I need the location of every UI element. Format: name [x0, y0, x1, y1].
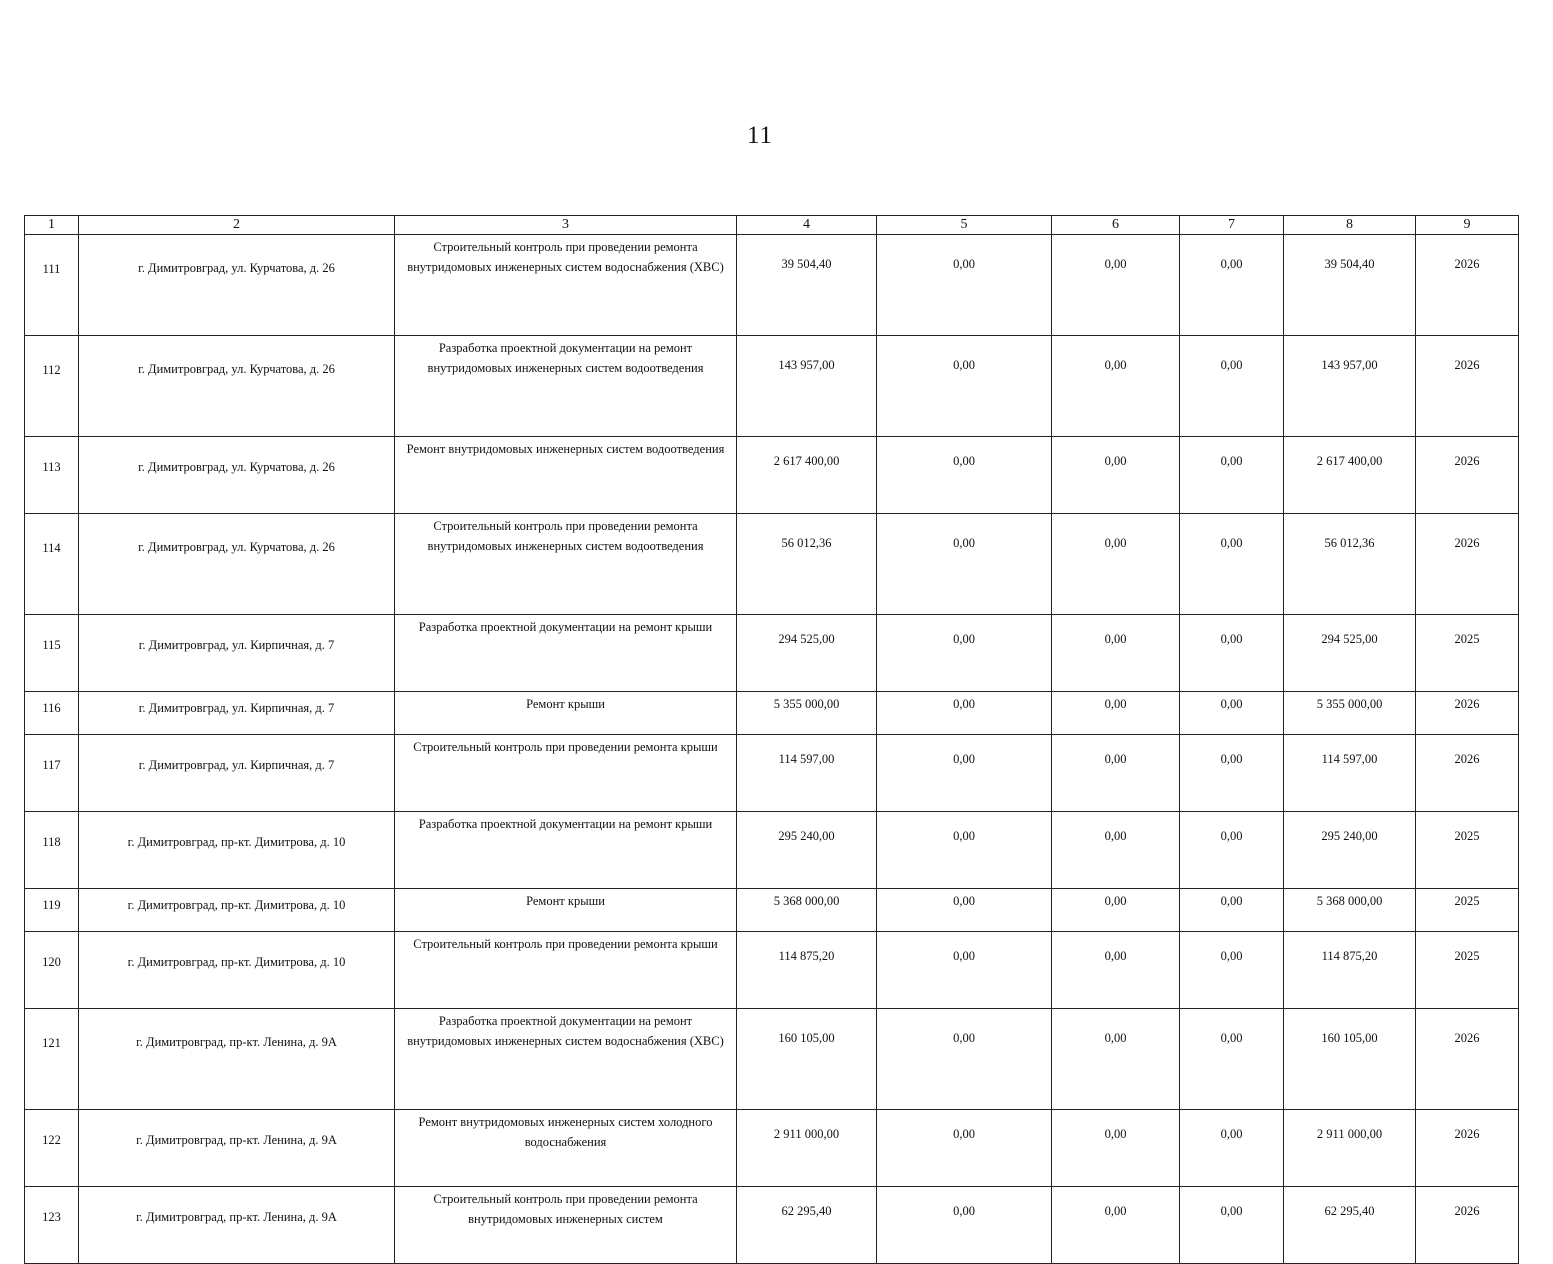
row-work: Разработка проектной документации на ремонт внутридомовых инженерных систем водоотведения: [395, 336, 737, 437]
row-col5: 0,00: [877, 1110, 1052, 1187]
row-col7: 0,00: [1180, 437, 1284, 514]
row-address: г. Димитровград, пр-кт. Ленина, д. 9А: [79, 1009, 395, 1110]
table-row: [25, 437, 1519, 514]
row-col7: 0,00: [1180, 1187, 1284, 1264]
row-number: 118: [25, 812, 79, 889]
row-number: 117: [25, 735, 79, 812]
works-table: [24, 215, 1519, 1264]
table-row: [25, 812, 1519, 889]
row-work: Строительный контроль при проведении ремонта крыши: [395, 932, 737, 1009]
row-col5: 0,00: [877, 615, 1052, 692]
row-col8: 143 957,00: [1284, 336, 1416, 437]
table-row: [25, 615, 1519, 692]
row-year: 2026: [1416, 1110, 1519, 1187]
row-number: 111: [25, 235, 79, 336]
row-work: Ремонт крыши: [395, 692, 737, 735]
row-number: 116: [25, 692, 79, 735]
table-row: [25, 1110, 1519, 1187]
row-year: 2026: [1416, 1187, 1519, 1264]
row-col4: 143 957,00: [737, 336, 877, 437]
row-col8: 5 355 000,00: [1284, 692, 1416, 735]
row-col5: 0,00: [877, 514, 1052, 615]
row-work: Ремонт внутридомовых инженерных систем водоотведения: [395, 437, 737, 514]
row-year: 2025: [1416, 812, 1519, 889]
row-col7: 0,00: [1180, 1009, 1284, 1110]
column-header: 5: [877, 216, 1052, 235]
row-col4: 294 525,00: [737, 615, 877, 692]
row-address: г. Димитровград, ул. Кирпичная, д. 7: [79, 735, 395, 812]
row-address: г. Димитровград, ул. Курчатова, д. 26: [79, 235, 395, 336]
row-col7: 0,00: [1180, 889, 1284, 932]
row-col8: 56 012,36: [1284, 514, 1416, 615]
row-col7: 0,00: [1180, 235, 1284, 336]
row-number: 115: [25, 615, 79, 692]
row-col8: 5 368 000,00: [1284, 889, 1416, 932]
row-col6: 0,00: [1052, 692, 1180, 735]
row-col4: 2 617 400,00: [737, 437, 877, 514]
row-work: Разработка проектной документации на ремонт крыши: [395, 812, 737, 889]
row-col7: 0,00: [1180, 692, 1284, 735]
table-row: [25, 889, 1519, 932]
row-year: 2026: [1416, 735, 1519, 812]
row-address: г. Димитровград, ул. Курчатова, д. 26: [79, 437, 395, 514]
row-year: 2025: [1416, 889, 1519, 932]
row-col8: 114 875,20: [1284, 932, 1416, 1009]
row-col4: 2 911 000,00: [737, 1110, 877, 1187]
row-col5: 0,00: [877, 735, 1052, 812]
row-col6: 0,00: [1052, 1110, 1180, 1187]
table-row: [25, 235, 1519, 336]
row-col4: 160 105,00: [737, 1009, 877, 1110]
row-address: г. Димитровград, ул. Кирпичная, д. 7: [79, 615, 395, 692]
row-col6: 0,00: [1052, 514, 1180, 615]
page-number: 11: [746, 122, 774, 149]
row-address: г. Димитровград, пр-кт. Ленина, д. 9А: [79, 1110, 395, 1187]
row-col8: 2 911 000,00: [1284, 1110, 1416, 1187]
column-header: 7: [1180, 216, 1284, 235]
column-header: 4: [737, 216, 877, 235]
row-col7: 0,00: [1180, 812, 1284, 889]
row-year: 2026: [1416, 692, 1519, 735]
row-col6: 0,00: [1052, 932, 1180, 1009]
row-col4: 295 240,00: [737, 812, 877, 889]
row-work: Ремонт крыши: [395, 889, 737, 932]
row-col4: 114 875,20: [737, 932, 877, 1009]
row-col5: 0,00: [877, 437, 1052, 514]
row-work: Разработка проектной документации на ремонт крыши: [395, 615, 737, 692]
row-work: Строительный контроль при проведении ремонта крыши: [395, 735, 737, 812]
row-col7: 0,00: [1180, 1110, 1284, 1187]
row-col4: 5 355 000,00: [737, 692, 877, 735]
row-col5: 0,00: [877, 692, 1052, 735]
row-address: г. Димитровград, ул. Курчатова, д. 26: [79, 336, 395, 437]
row-col7: 0,00: [1180, 336, 1284, 437]
row-col5: 0,00: [877, 889, 1052, 932]
row-col7: 0,00: [1180, 514, 1284, 615]
column-header: 3: [395, 216, 737, 235]
row-work: Ремонт внутридомовых инженерных систем холодного водоснабжения: [395, 1110, 737, 1187]
row-col8: 114 597,00: [1284, 735, 1416, 812]
row-col7: 0,00: [1180, 932, 1284, 1009]
row-col5: 0,00: [877, 1187, 1052, 1264]
row-year: 2026: [1416, 336, 1519, 437]
row-work: Строительный контроль при проведении ремонта внутридомовых инженерных систем водоотведения: [395, 514, 737, 615]
row-col7: 0,00: [1180, 615, 1284, 692]
row-number: 113: [25, 437, 79, 514]
row-col4: 5 368 000,00: [737, 889, 877, 932]
row-col7: 0,00: [1180, 735, 1284, 812]
column-header: 8: [1284, 216, 1416, 235]
table-row: [25, 1187, 1519, 1264]
row-number: 112: [25, 336, 79, 437]
row-col6: 0,00: [1052, 437, 1180, 514]
row-number: 123: [25, 1187, 79, 1264]
row-work: Разработка проектной документации на ремонт внутридомовых инженерных систем водоснабжения (ХВС): [395, 1009, 737, 1110]
table-row: [25, 692, 1519, 735]
row-col5: 0,00: [877, 812, 1052, 889]
row-address: г. Димитровград, пр-кт. Димитрова, д. 10: [79, 932, 395, 1009]
column-header: 9: [1416, 216, 1519, 235]
row-year: 2026: [1416, 235, 1519, 336]
column-header: 1: [25, 216, 79, 235]
row-col5: 0,00: [877, 932, 1052, 1009]
row-year: 2026: [1416, 514, 1519, 615]
table-row: [25, 735, 1519, 812]
row-work: Строительный контроль при проведении ремонта внутридомовых инженерных систем: [395, 1187, 737, 1264]
column-header: 2: [79, 216, 395, 235]
row-col8: 62 295,40: [1284, 1187, 1416, 1264]
row-col6: 0,00: [1052, 1187, 1180, 1264]
row-number: 121: [25, 1009, 79, 1110]
row-year: 2025: [1416, 615, 1519, 692]
row-work: Строительный контроль при проведении ремонта внутридомовых инженерных систем водоснабжения (ХВС): [395, 235, 737, 336]
row-address: г. Димитровград, пр-кт. Димитрова, д. 10: [79, 812, 395, 889]
row-number: 120: [25, 932, 79, 1009]
row-year: 2025: [1416, 932, 1519, 1009]
row-col4: 62 295,40: [737, 1187, 877, 1264]
row-year: 2026: [1416, 437, 1519, 514]
row-address: г. Димитровград, ул. Курчатова, д. 26: [79, 514, 395, 615]
row-col6: 0,00: [1052, 336, 1180, 437]
table-row: [25, 932, 1519, 1009]
row-col6: 0,00: [1052, 812, 1180, 889]
row-col8: 295 240,00: [1284, 812, 1416, 889]
row-col8: 160 105,00: [1284, 1009, 1416, 1110]
row-address: г. Димитровград, пр-кт. Димитрова, д. 10: [79, 889, 395, 932]
row-col8: 294 525,00: [1284, 615, 1416, 692]
table-row: [25, 336, 1519, 437]
row-col4: 56 012,36: [737, 514, 877, 615]
row-address: г. Димитровград, пр-кт. Ленина, д. 9А: [79, 1187, 395, 1264]
row-number: 119: [25, 889, 79, 932]
table-row: [25, 514, 1519, 615]
row-col4: 114 597,00: [737, 735, 877, 812]
row-col5: 0,00: [877, 1009, 1052, 1110]
row-col8: 2 617 400,00: [1284, 437, 1416, 514]
row-col6: 0,00: [1052, 615, 1180, 692]
row-col6: 0,00: [1052, 889, 1180, 932]
row-col5: 0,00: [877, 235, 1052, 336]
row-col6: 0,00: [1052, 235, 1180, 336]
row-col5: 0,00: [877, 336, 1052, 437]
row-col6: 0,00: [1052, 1009, 1180, 1110]
row-year: 2026: [1416, 1009, 1519, 1110]
table-row: [25, 1009, 1519, 1110]
row-col4: 39 504,40: [737, 235, 877, 336]
row-col8: 39 504,40: [1284, 235, 1416, 336]
column-header: 6: [1052, 216, 1180, 235]
row-address: г. Димитровград, ул. Кирпичная, д. 7: [79, 692, 395, 735]
row-col6: 0,00: [1052, 735, 1180, 812]
row-number: 114: [25, 514, 79, 615]
column-number-row: [25, 216, 1519, 235]
row-number: 122: [25, 1110, 79, 1187]
